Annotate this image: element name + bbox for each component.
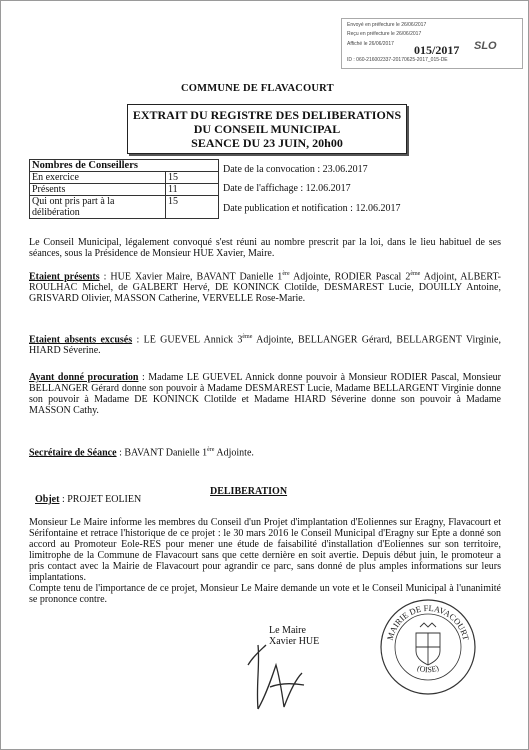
procuration-paragraph	[29, 372, 501, 416]
objet-label: Objet	[35, 494, 60, 505]
secretaire-label: Secrétaire de Séance	[29, 447, 117, 459]
secretaire-text: : BAVANT Danielle 1	[116, 447, 208, 459]
ordinal-sup: ère	[207, 447, 215, 453]
procuration-text: : Madame LE GUEVEL Annick donne pouvoir à Monsieur RODIER Pascal, Monsieur BELLANGER Gérard donne son pouvoir à Madame DESMAREST Lucie, Madame BELLARGENT Virginie donne son pouvoir à Madame DE KONINCK Clotilde et Madame HIARD Séverine donne son pouvoir à Madame MASSON Cathy.	[29, 372, 502, 416]
presents-label: Etaient présents	[29, 271, 100, 283]
procuration-label: Ayant donné procuration	[29, 372, 139, 383]
presents-text: : HUE Xavier Maire, BAVANT Danielle 1	[99, 271, 283, 283]
seal-crest-icon	[416, 623, 440, 665]
deliberation-title: DELIBERATION	[210, 486, 288, 497]
table-row	[30, 196, 219, 219]
municipal-seal-icon	[378, 597, 478, 697]
intro-paragraph: Le Conseil Municipal, légalement convoqué s'est réuni au nombre prescrit par la loi, dans le lieu habituel de ses séances, sous la Présidence de Monsieur HUE Xavier, Maire.	[29, 237, 501, 259]
conseillers-table-title: Nombres de Conseillers	[30, 160, 219, 172]
ordinal-sup: ème	[410, 271, 421, 277]
absents-label: Etaient absents excusés	[29, 334, 133, 346]
body-text: Monsieur Le Maire informe les membres du Conseil d'un Projet d'implantation d'Eoliennes sur Eragny, Flavacourt et Sérifontaine et retrace l'historique de ce projet : le 30 mars 2016 le Conseil Municipal d'Eragny sur Epte a donné son accord au Promoteur Eole-RES pour mener une étude de faisabilité d'installation d'Eoliennes sur son territoire, limitrophe de la Commune de Flavacourt sans que cette dernière en soit avertie. Depuis début juin, le promoteur a pris contact avec la Mairie de Flavacourt pour agrandir ce parc, sans donné de plus amples informations sur leurs implantations.	[29, 517, 501, 583]
table-row	[30, 172, 219, 184]
body-conclusion: Compte tenu de l'importance de ce projet, Monsieur Le Maire demande un vote et le Conseil Municipal à l'unanimité se prononce contre.	[29, 583, 501, 605]
stamp-id-line: ID : 060-216002337-20170625-2017_015-DE	[347, 57, 448, 63]
absents-paragraph	[29, 332, 501, 356]
absents-text: : LE GUEVEL Annick 3	[132, 334, 243, 346]
conseillers-label: Qui ont pris part à la délibération	[30, 196, 166, 219]
conseillers-label: Présents	[30, 184, 166, 196]
deliberation-body	[29, 517, 501, 605]
conseillers-value: 15	[166, 172, 219, 184]
objet-text: : PROJET EOLIEN	[59, 494, 142, 505]
date-affichage: Date de l'affichage : 12.06.2017	[223, 183, 351, 194]
seal-bottom-text: (OISE)	[416, 663, 440, 675]
table-row	[30, 184, 219, 196]
slo-logo-icon	[473, 38, 503, 52]
stamp-posted-line: Affiché le 26/06/2017	[347, 41, 394, 47]
secretaire-paragraph	[29, 445, 501, 458]
presents-text: Adjointe, RODIER Pascal 2	[289, 271, 411, 283]
conseillers-table	[29, 159, 219, 219]
slo-logo-text: SLO	[474, 40, 497, 52]
header-line-3: SEANCE DU 23 JUIN, 20h00	[191, 136, 343, 150]
seal-top-text: MAIRIE DE FLAVACOURT	[384, 602, 472, 642]
absents-text: Adjointe, BELLANGER Gérard, BELLARGENT Virginie, HIARD Séverine.	[29, 334, 501, 357]
signature-block	[269, 625, 319, 647]
register-header-box	[127, 104, 407, 154]
date-publication: Date publication et notification : 12.06.2017	[223, 203, 401, 214]
presents-paragraph	[29, 269, 501, 304]
ordinal-sup: ère	[282, 271, 290, 277]
header-line-1: EXTRAIT DU REGISTRE DES DELIBERATIONS	[132, 108, 402, 122]
deliberation-number: 015/2017	[414, 43, 460, 57]
stamp-received-line: Reçu en préfecture le 26/06/2017	[347, 31, 422, 37]
signature-name: Xavier HUE	[269, 636, 320, 647]
stamp-sent-line: Envoyé en préfecture le 26/06/2017	[347, 22, 427, 28]
date-convocation: Date de la convocation : 23.06.2017	[223, 164, 368, 175]
conseillers-value: 11	[166, 184, 219, 196]
commune-title: COMMUNE DE FLAVACOURT	[181, 83, 334, 94]
header-line-2: DU CONSEIL MUNICIPAL	[193, 122, 341, 136]
objet-line	[35, 494, 141, 505]
presents-text: Adjoint, ALBERT-ROULHAC Michel, de GALBERT Hervé, DE KONINCK Clotilde, DESMAREST Lucie, DOUILLY Antoine, GRISVARD Olivier, MASSON Catherine, VERVELLE Rose-Marie.	[29, 271, 501, 305]
conseillers-label: En exercice	[30, 172, 166, 184]
secretaire-text: Adjointe.	[214, 447, 254, 459]
prefecture-stamp	[341, 18, 523, 69]
ordinal-sup: ème	[242, 334, 253, 340]
conseillers-value: 15	[166, 196, 219, 219]
signature-title: Le Maire	[269, 625, 306, 636]
